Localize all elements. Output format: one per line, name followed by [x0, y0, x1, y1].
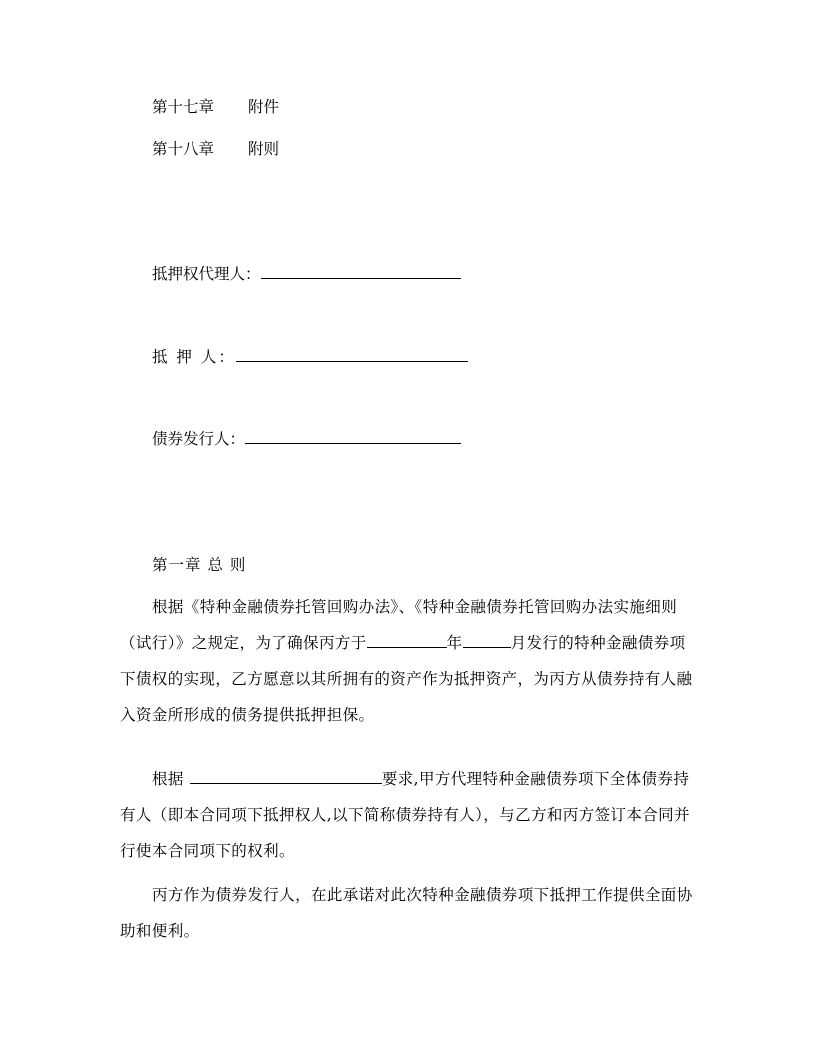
signature-blank[interactable]: [236, 347, 468, 362]
signature-label: 抵押权代理人：: [152, 265, 261, 283]
toc-chapter-17: [152, 97, 279, 117]
signature-issuer: [152, 429, 461, 449]
chapter-title: 附件: [248, 98, 280, 116]
paragraph-text: 月发行的特种金融债券项下债权的实现，乙方愿意以其所拥有的资产作为抵押资产，为丙方从债券持有人融入资金所形成的债务提供抵押担保。: [120, 634, 693, 724]
paragraph-2: [120, 761, 700, 869]
year-label: 年: [446, 634, 463, 652]
toc-chapter-18: [152, 139, 279, 159]
paragraph-text: 要求,甲方代理特种金融债券项下全体债券持有人（即本合同项下抵押权人,以下简称债券持有人），与乙方和丙方签订本合同并行使本合同项下的权利。: [120, 770, 690, 860]
paragraph-text: 根据: [152, 770, 184, 788]
signature-label: 抵 押 人：: [152, 348, 236, 366]
signature-blank[interactable]: [245, 429, 461, 444]
basis-blank[interactable]: [190, 767, 382, 784]
paragraph-1: [120, 589, 700, 733]
signature-label: 债券发行人：: [152, 430, 246, 448]
chapter-title: 附则: [248, 140, 280, 158]
chapter-heading: 第一章 总 则: [152, 556, 247, 574]
year-blank[interactable]: [367, 631, 447, 648]
signature-blank[interactable]: [261, 264, 461, 279]
signature-agent: [152, 264, 461, 284]
month-blank[interactable]: [463, 631, 511, 648]
signature-mortgagor: [152, 347, 468, 367]
paragraph-text: 根据《特种金融债券托管回购办法》、《特种金融债券托管回购办法实施细则（试行）》之规定，为了确保丙方于: [120, 598, 678, 652]
paragraph-3: 丙方作为债券发行人，在此承诺对此次特种金融债券项下抵押工作提供全面协助和便利。: [120, 886, 693, 940]
chapter-number: 第十八章: [152, 140, 215, 158]
chapter-number: 第十七章: [152, 98, 215, 116]
